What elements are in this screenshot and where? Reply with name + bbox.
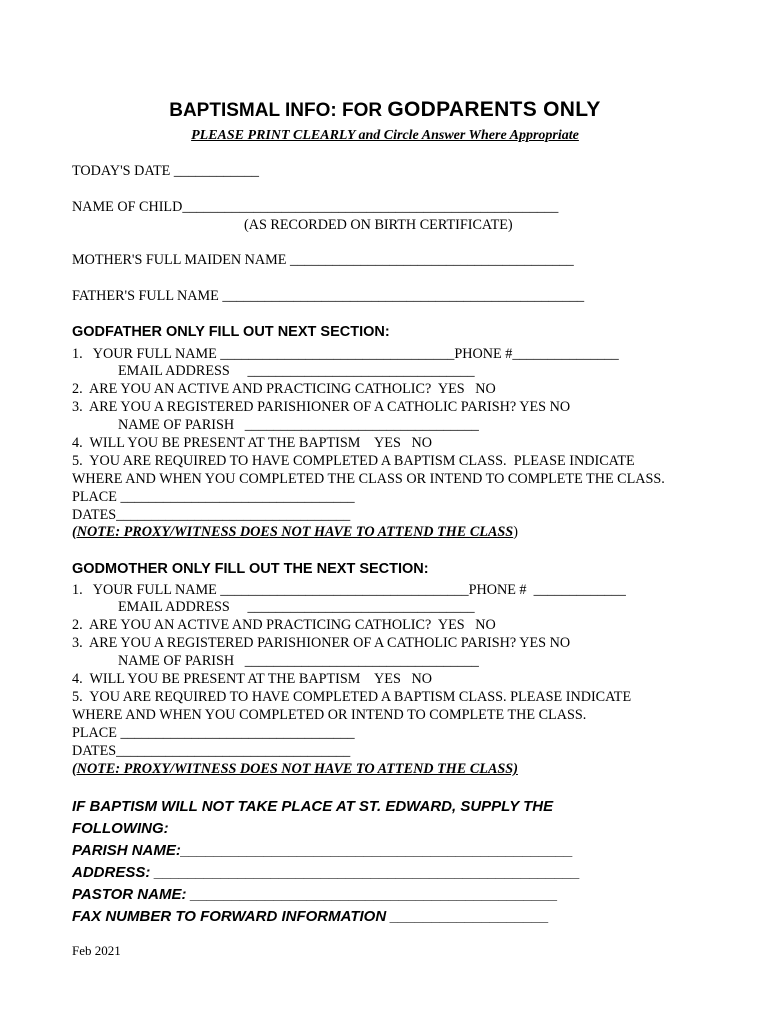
page-title [0, 98, 770, 122]
godfather-class-instruction: 5. YOU ARE REQUIRED TO HAVE COMPLETED A BAPTISM CLASS. PLEASE INDICATE [72, 453, 635, 469]
godfather-parish-field[interactable]: NAME OF PARISH _________________________________ [118, 417, 479, 433]
godfather-registered-question[interactable]: 3. ARE YOU A REGISTERED PARISHIONER OF A CATHOLIC PARISH? YES NO [72, 399, 571, 415]
godfather-email-field[interactable]: EMAIL ADDRESS ________________________________ [118, 363, 475, 379]
godfather-proxy-note-close: ) [513, 524, 518, 540]
todays-date-field[interactable]: TODAY'S DATE ____________ [72, 163, 260, 179]
other-parish-heading: IF BAPTISM WILL NOT TAKE PLACE AT ST. EDWARD, SUPPLY THE [72, 798, 554, 815]
godmother-email-field[interactable]: EMAIL ADDRESS ________________________________ [118, 599, 475, 615]
godmother-dates-field[interactable]: DATES_________________________________ [72, 743, 351, 759]
birth-certificate-note: (AS RECORDED ON BIRTH CERTIFICATE) [244, 217, 513, 233]
godfather-class-instruction-cont: WHERE AND WHEN YOU COMPLETED THE CLASS OR INTEND TO COMPLETE THE CLASS. [72, 471, 665, 487]
godfather-full-name-field[interactable]: 1. YOUR FULL NAME _________________________________PHONE #_______________ [72, 346, 619, 362]
title-part1: BAPTISMAL INFO: FOR [169, 100, 388, 121]
child-name-field[interactable]: NAME OF CHILD_____________________________________________________ [72, 199, 559, 215]
footer-date: Feb 2021 [72, 943, 121, 958]
other-parish-heading-cont: FOLLOWING: [72, 820, 169, 837]
godfather-present-question[interactable]: 4. WILL YOU BE PRESENT AT THE BAPTISM YES NO [72, 435, 432, 451]
fax-number-field[interactable]: FAX NUMBER TO FORWARD INFORMATION ___________________ [72, 908, 549, 925]
godfather-heading: GODFATHER ONLY FILL OUT NEXT SECTION: [72, 324, 390, 340]
title-part2: GODPARENTS ONLY [387, 98, 601, 121]
godfather-proxy-note [72, 523, 518, 541]
godmother-catholic-question[interactable]: 2. ARE YOU AN ACTIVE AND PRACTICING CATHOLIC? YES NO [72, 617, 496, 633]
godmother-full-name-field[interactable]: 1. YOUR FULL NAME ___________________________________PHONE # _____________ [72, 582, 626, 598]
page-subtitle: PLEASE PRINT CLEARLY and Circle Answer Where Appropriate [191, 128, 579, 143]
address-field[interactable]: ADDRESS: ___________________________________________________ [72, 864, 580, 881]
godmother-heading: GODMOTHER ONLY FILL OUT THE NEXT SECTION: [72, 561, 429, 577]
godmother-proxy-note: (NOTE: PROXY/WITNESS DOES NOT HAVE TO ATTEND THE CLASS) [72, 761, 518, 777]
parish-name-field[interactable]: PARISH NAME:_______________________________________________ [72, 842, 573, 859]
godfather-proxy-note-text: (NOTE: PROXY/WITNESS DOES NOT HAVE TO ATTEND THE CLASS [72, 524, 514, 540]
godmother-class-instruction: 5. YOU ARE REQUIRED TO HAVE COMPLETED A BAPTISM CLASS. PLEASE INDICATE [72, 689, 632, 705]
godmother-registered-question[interactable]: 3. ARE YOU A REGISTERED PARISHIONER OF A CATHOLIC PARISH? YES NO [72, 635, 571, 651]
godfather-dates-field[interactable]: DATES_________________________________ [72, 507, 351, 523]
pastor-name-field[interactable]: PASTOR NAME: ____________________________________________ [72, 886, 558, 903]
father-name-field[interactable]: FATHER'S FULL NAME ___________________________________________________ [72, 288, 585, 304]
godmother-class-instruction-cont: WHERE AND WHEN YOU COMPLETED OR INTEND TO COMPLETE THE CLASS. [72, 707, 587, 723]
godmother-parish-field[interactable]: NAME OF PARISH _________________________________ [118, 653, 479, 669]
godmother-place-field[interactable]: PLACE _________________________________ [72, 725, 355, 741]
godfather-place-field[interactable]: PLACE _________________________________ [72, 489, 355, 505]
godfather-catholic-question[interactable]: 2. ARE YOU AN ACTIVE AND PRACTICING CATHOLIC? YES NO [72, 381, 496, 397]
mother-name-field[interactable]: MOTHER'S FULL MAIDEN NAME ________________________________________ [72, 252, 574, 268]
godmother-present-question[interactable]: 4. WILL YOU BE PRESENT AT THE BAPTISM YES NO [72, 671, 432, 687]
